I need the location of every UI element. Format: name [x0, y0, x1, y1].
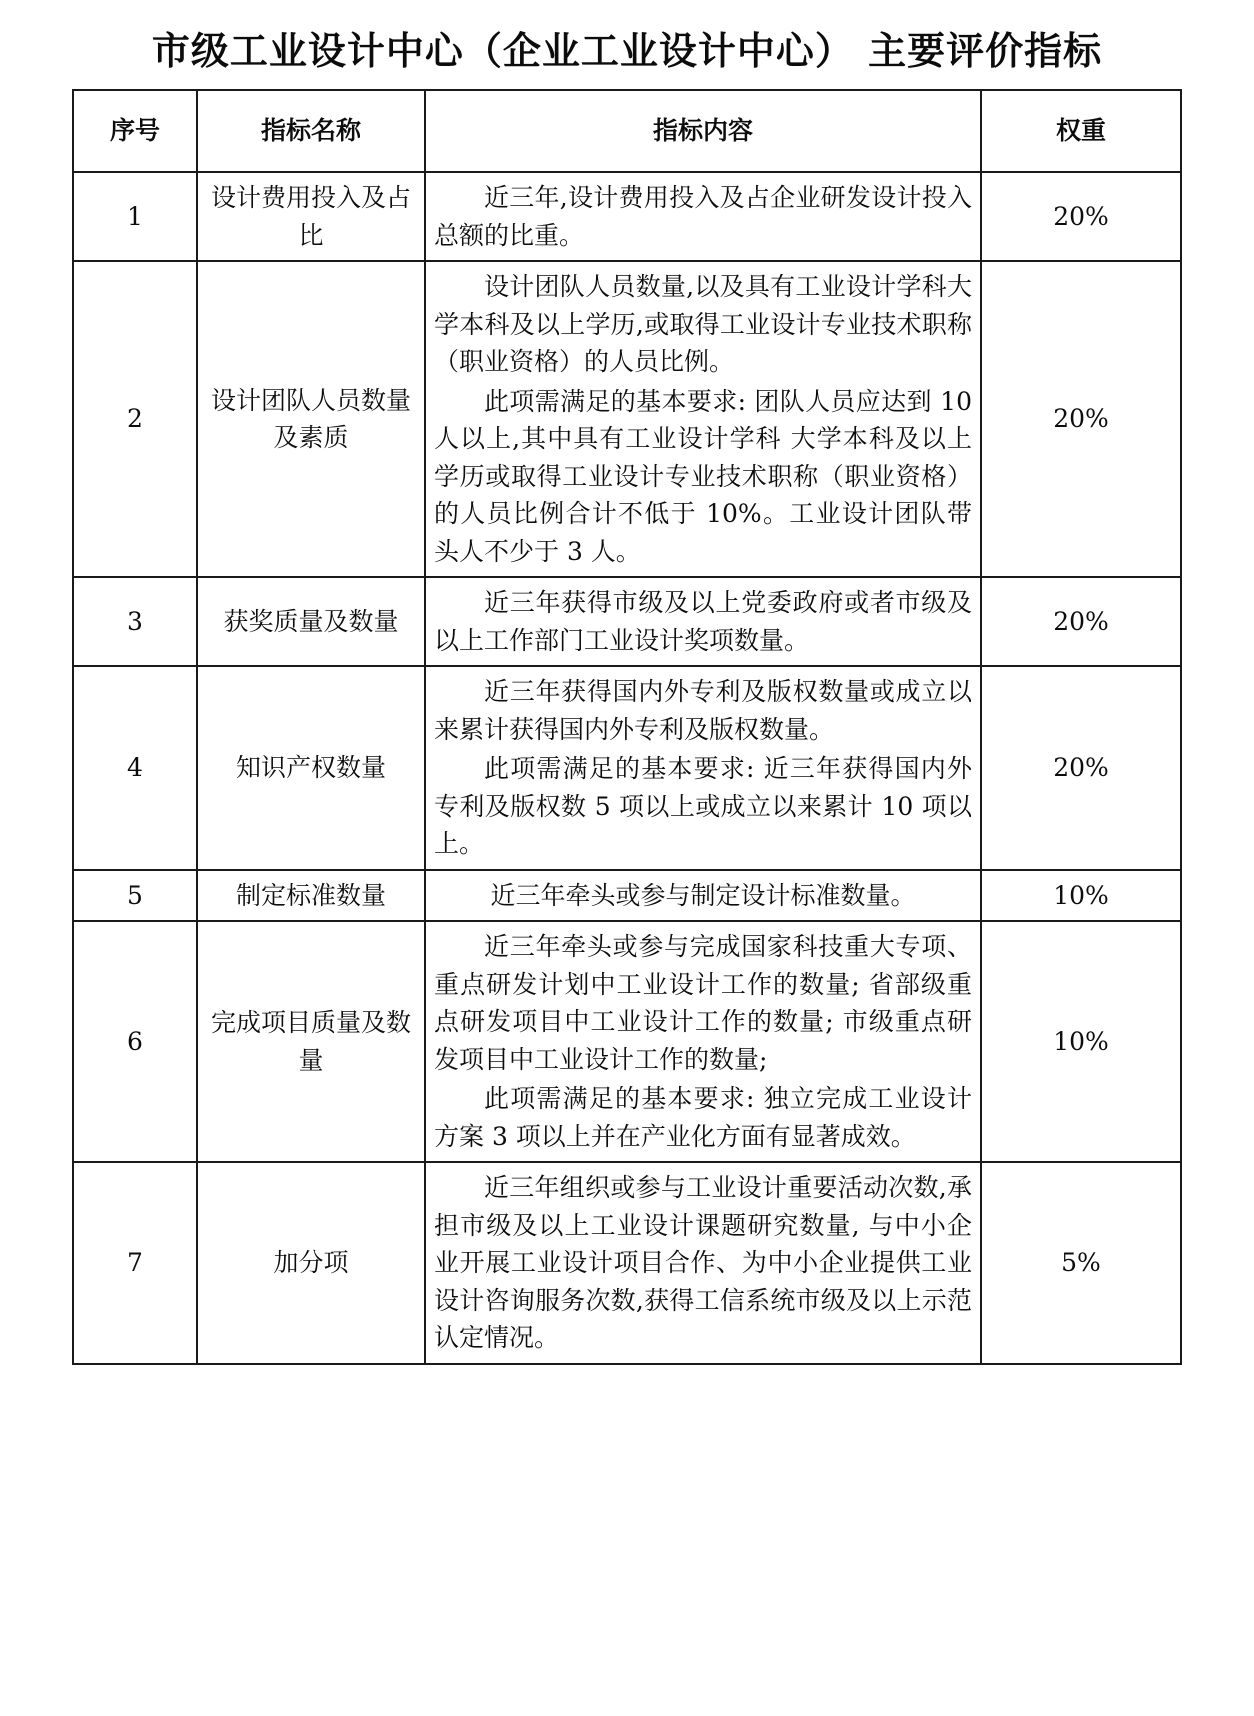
indicator-weight: 20% [981, 666, 1181, 870]
table-row [73, 172, 1181, 261]
table-row [73, 1162, 1181, 1364]
row-number: 5 [73, 870, 197, 922]
indicator-content [425, 921, 981, 1162]
table-row [73, 261, 1181, 577]
row-number: 4 [73, 666, 197, 870]
column-header-weight: 权重 [981, 90, 1181, 172]
indicator-paragraph: 近三年获得市级及以上党委政府或者市级及以上工作部门工业设计奖项数量。 [434, 588, 972, 655]
evaluation-indicator-table [72, 89, 1182, 1365]
table-row [73, 870, 1181, 922]
row-number: 6 [73, 921, 197, 1162]
row-number: 3 [73, 577, 197, 666]
indicator-content [425, 870, 981, 922]
indicator-paragraph: 近三年牵头或参与完成国家科技重大专项、重点研发计划中工业设计工作的数量; 省部级重点研发项目中工业设计工作的数量; 市级重点研发项目中工业设计工作的数量; [434, 932, 972, 1074]
column-header-no: 序号 [73, 90, 197, 172]
indicator-content [425, 666, 981, 870]
indicator-weight: 20% [981, 577, 1181, 666]
indicator-name: 完成项目质量及数量 [197, 921, 425, 1162]
table-row [73, 666, 1181, 870]
indicator-paragraph: 近三年,设计费用投入及占企业研发设计投入总额的比重。 [434, 183, 972, 250]
indicator-content [425, 1162, 981, 1364]
indicator-paragraph: 近三年获得国内外专利及版权数量或成立以来累计获得国内外专利及版权数量。 [434, 677, 972, 744]
indicator-name: 加分项 [197, 1162, 425, 1364]
table-header-row [73, 90, 1181, 172]
row-number: 2 [73, 261, 197, 577]
indicator-content [425, 172, 981, 261]
indicator-name: 制定标准数量 [197, 870, 425, 922]
column-header-content: 指标内容 [425, 90, 981, 172]
indicator-name: 设计团队人员数量及素质 [197, 261, 425, 577]
indicator-content [425, 261, 981, 577]
page-title: 市级工业设计中心（企业工业设计中心） 主要评价指标 [151, 28, 1103, 73]
indicator-weight: 10% [981, 870, 1181, 922]
indicator-paragraph: 近三年组织或参与工业设计重要活动次数,承担市级及以上工业设计课题研究数量, 与中小企业开展工业设计项目合作、为中小企业提供工业设计咨询服务次数,获得工信系统市级及以上示范认定情况。 [434, 1173, 972, 1352]
indicator-paragraph: 设计团队人员数量,以及具有工业设计学科大学本科及以上学历,或取得工业设计专业技术职称（职业资格）的人员比例。 [434, 272, 972, 376]
indicator-weight: 20% [981, 261, 1181, 577]
table-row [73, 921, 1181, 1162]
indicator-name: 设计费用投入及占比 [197, 172, 425, 261]
indicator-paragraph: 此项需满足的基本要求: 近三年获得国内外专利及版权数 5 项以上或成立以来累计 10 项以上。 [434, 754, 972, 858]
row-number: 7 [73, 1162, 197, 1364]
indicator-name: 知识产权数量 [197, 666, 425, 870]
indicator-weight: 20% [981, 172, 1181, 261]
table-row [73, 577, 1181, 666]
indicator-paragraph: 近三年牵头或参与制定设计标准数量。 [490, 880, 916, 910]
row-number: 1 [73, 172, 197, 261]
indicator-weight: 5% [981, 1162, 1181, 1364]
indicator-paragraph: 此项需满足的基本要求: 独立完成工业设计方案 3 项以上并在产业化方面有显著成效。 [434, 1084, 972, 1151]
indicator-paragraph: 此项需满足的基本要求: 团队人员应达到 10 人以上,其中具有工业设计学科 大学本科及以上学历或取得工业设计专业技术职称（职业资格）的人员比例合计不低于 10%。工业设计团队带头人不少于 3 人。 [434, 386, 972, 566]
column-header-name: 指标名称 [197, 90, 425, 172]
indicator-name: 获奖质量及数量 [197, 577, 425, 666]
indicator-content [425, 577, 981, 666]
indicator-weight: 10% [981, 921, 1181, 1162]
